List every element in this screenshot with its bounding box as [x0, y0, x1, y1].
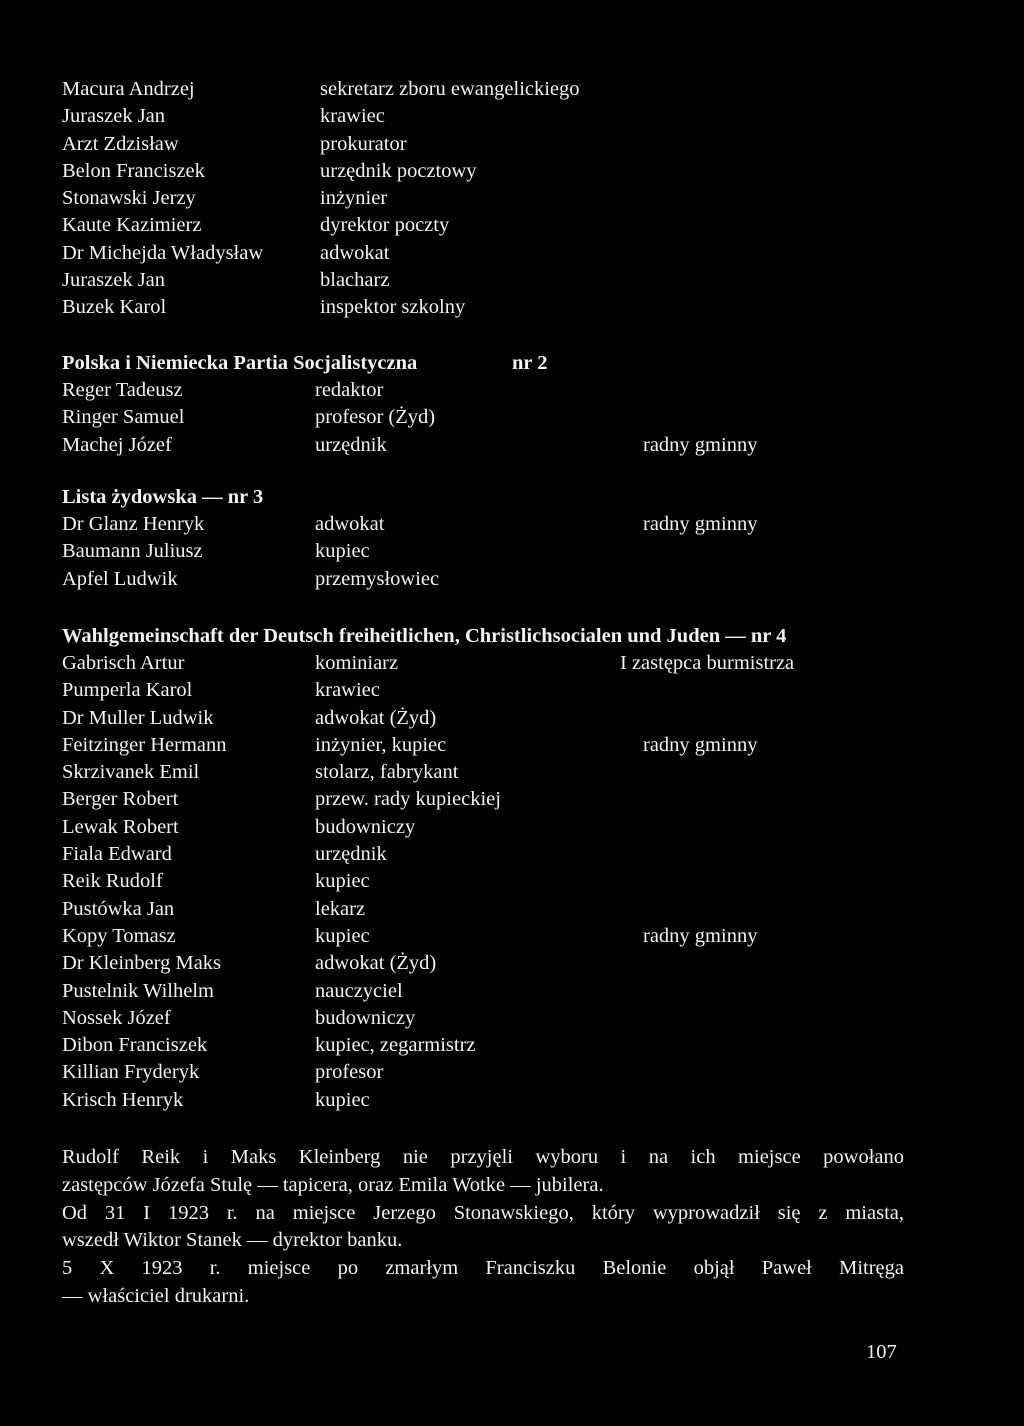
- list-item: [0, 511, 1024, 538]
- person-occupation: przew. rady kupieckiej: [315, 788, 501, 811]
- list-item: [0, 732, 1024, 759]
- note-line: zastępców Józefa Stulę — tapicera, oraz Emila Wotke — jubilera.: [62, 1173, 604, 1196]
- person-occupation: profesor (Żyd): [315, 406, 436, 429]
- list-item: [0, 377, 1024, 404]
- person-name: Juraszek Jan: [62, 105, 166, 128]
- person-name: Arzt Zdzisław: [62, 132, 179, 155]
- person-name: Lewak Robert: [62, 815, 179, 838]
- note-line: 5 X 1923 r. miejsce po zmarłym Franciszku Belonie objął Paweł Mitręga: [62, 1257, 904, 1280]
- person-occupation: urzędnik: [315, 843, 387, 866]
- person-occupation: budowniczy: [315, 815, 416, 838]
- person-note: radny gminny: [643, 433, 758, 456]
- list-item: [0, 158, 1024, 185]
- list-item: [0, 868, 1024, 895]
- notes-paragraph: [62, 1144, 904, 1311]
- list-item: [0, 759, 1024, 786]
- person-occupation: inżynier, kupiec: [315, 733, 447, 756]
- list-item: [0, 677, 1024, 704]
- person-occupation: inżynier: [320, 187, 388, 210]
- list-item: [0, 1005, 1024, 1032]
- person-occupation: dyrektor poczty: [320, 214, 450, 237]
- list-item: [0, 650, 1024, 677]
- person-note: I zastępca burmistrza: [620, 652, 795, 674]
- list-item: [0, 978, 1024, 1005]
- list-item: [0, 76, 1024, 103]
- note-line: wszedł Wiktor Stanek — dyrektor banku.: [62, 1229, 403, 1252]
- person-note: radny gminny: [643, 733, 758, 756]
- person-occupation: inspektor szkolny: [320, 296, 466, 319]
- section-heading: Lista żydowska — nr 3: [62, 486, 264, 508]
- list-item: [0, 841, 1024, 868]
- list-item: [0, 1087, 1024, 1114]
- section-list-4: [0, 623, 1024, 1114]
- list-item: [0, 538, 1024, 565]
- person-occupation: urzędnik: [315, 433, 387, 456]
- list-item: [0, 432, 1024, 459]
- page-number: 107: [866, 1341, 897, 1363]
- person-name: Gabrisch Artur: [62, 652, 185, 674]
- person-occupation: adwokat: [315, 513, 385, 535]
- person-occupation: krawiec: [320, 105, 385, 128]
- section-list-3: [0, 484, 1024, 593]
- list-item: [0, 1059, 1024, 1086]
- list-item: [0, 566, 1024, 593]
- person-name: Baumann Juliusz: [62, 540, 203, 563]
- person-name: Fiala Edward: [62, 843, 172, 866]
- person-occupation: adwokat (Żyd): [315, 706, 437, 729]
- person-occupation: prokurator: [320, 132, 407, 155]
- person-note: radny gminny: [643, 513, 758, 535]
- person-name: Pustówka Jan: [62, 897, 175, 920]
- person-name: Killian Fryderyk: [62, 1061, 200, 1084]
- person-occupation: kupiec: [315, 870, 370, 893]
- person-name: Buzek Karol: [62, 296, 167, 319]
- person-name: Dr Glanz Henryk: [62, 513, 205, 535]
- list-item: [0, 814, 1024, 841]
- person-occupation: adwokat: [320, 241, 390, 264]
- list-item: [0, 896, 1024, 923]
- list-rows: [0, 377, 1024, 459]
- person-note: radny gminny: [643, 924, 758, 947]
- person-name: Kaute Kazimierz: [62, 214, 202, 237]
- person-occupation: adwokat (Żyd): [315, 952, 437, 975]
- person-occupation: lekarz: [315, 897, 366, 920]
- person-occupation: kupiec: [315, 540, 370, 563]
- person-name: Pumperla Karol: [62, 679, 193, 702]
- list-item: [0, 404, 1024, 431]
- person-name: Reik Rudolf: [62, 870, 163, 893]
- person-occupation: sekretarz zboru ewangelickiego: [320, 78, 580, 100]
- person-name: Dibon Franciszek: [62, 1034, 208, 1057]
- list-item: [0, 705, 1024, 732]
- person-name: Skrzivanek Emil: [62, 761, 200, 784]
- note-line: — właściciel drukarni.: [62, 1284, 250, 1307]
- section-list-2: [0, 350, 1024, 459]
- list-rows: [0, 511, 1024, 593]
- person-occupation: urzędnik pocztowy: [320, 159, 477, 182]
- list-item: [0, 267, 1024, 294]
- list-number: nr 2: [512, 352, 548, 374]
- list-item: [0, 1032, 1024, 1059]
- person-name: Ringer Samuel: [62, 406, 185, 429]
- person-occupation: redaktor: [315, 379, 384, 401]
- person-occupation: kominiarz: [315, 652, 399, 674]
- list-item: [0, 185, 1024, 212]
- list-item: [0, 786, 1024, 813]
- person-name: Nossek Józef: [62, 1006, 171, 1029]
- section-heading: [62, 350, 1024, 377]
- list-item: [0, 103, 1024, 130]
- person-occupation: kupiec: [315, 1088, 370, 1111]
- person-name: Apfel Ludwik: [62, 567, 178, 590]
- list-item: [0, 923, 1024, 950]
- person-occupation: kupiec: [315, 924, 370, 947]
- person-name: Belon Franciszek: [62, 159, 205, 182]
- person-name: Reger Tadeusz: [62, 379, 183, 401]
- person-occupation: kupiec, zegarmistrz: [315, 1034, 476, 1057]
- person-name: Stonawski Jerzy: [62, 187, 196, 210]
- person-occupation: stolarz, fabrykant: [315, 761, 459, 784]
- person-occupation: blacharz: [320, 269, 390, 292]
- heading-text: Polska i Niemiecka Partia Socjalistyczna: [62, 352, 418, 374]
- list-rows: [0, 650, 1024, 1114]
- section-heading: Wahlgemeinschaft der Deutsch freiheitlichen, Christlichsocialen und Juden — nr 4: [62, 625, 787, 647]
- list-rows: [0, 76, 1024, 322]
- list-item: [0, 131, 1024, 158]
- note-line: Od 31 I 1923 r. na miejsce Jerzego Stonawskiego, który wyprowadził się z miasta,: [62, 1201, 904, 1224]
- person-occupation: profesor: [315, 1061, 384, 1084]
- person-name: Dr Muller Ludwik: [62, 706, 214, 729]
- list-item: [0, 294, 1024, 321]
- person-occupation: nauczyciel: [315, 979, 403, 1002]
- person-occupation: przemysłowiec: [315, 567, 440, 590]
- list-item: [0, 950, 1024, 977]
- person-name: Dr Michejda Władysław: [62, 241, 264, 264]
- person-occupation: budowniczy: [315, 1006, 416, 1029]
- person-name: Berger Robert: [62, 788, 179, 811]
- person-occupation: krawiec: [315, 679, 380, 702]
- section-list-1: [0, 76, 1024, 322]
- person-name: Feitzinger Hermann: [62, 733, 227, 756]
- person-name: Kopy Tomasz: [62, 924, 176, 947]
- person-name: Krisch Henryk: [62, 1088, 184, 1111]
- person-name: Macura Andrzej: [62, 78, 195, 100]
- list-item: [0, 212, 1024, 239]
- person-name: Dr Kleinberg Maks: [62, 952, 222, 975]
- person-name: Machej Józef: [62, 433, 172, 456]
- list-item: [0, 240, 1024, 267]
- person-name: Juraszek Jan: [62, 269, 166, 292]
- note-line: Rudolf Reik i Maks Kleinberg nie przyjęli wyboru i na ich miejsce powołano: [62, 1146, 904, 1168]
- person-name: Pustelnik Wilhelm: [62, 979, 214, 1002]
